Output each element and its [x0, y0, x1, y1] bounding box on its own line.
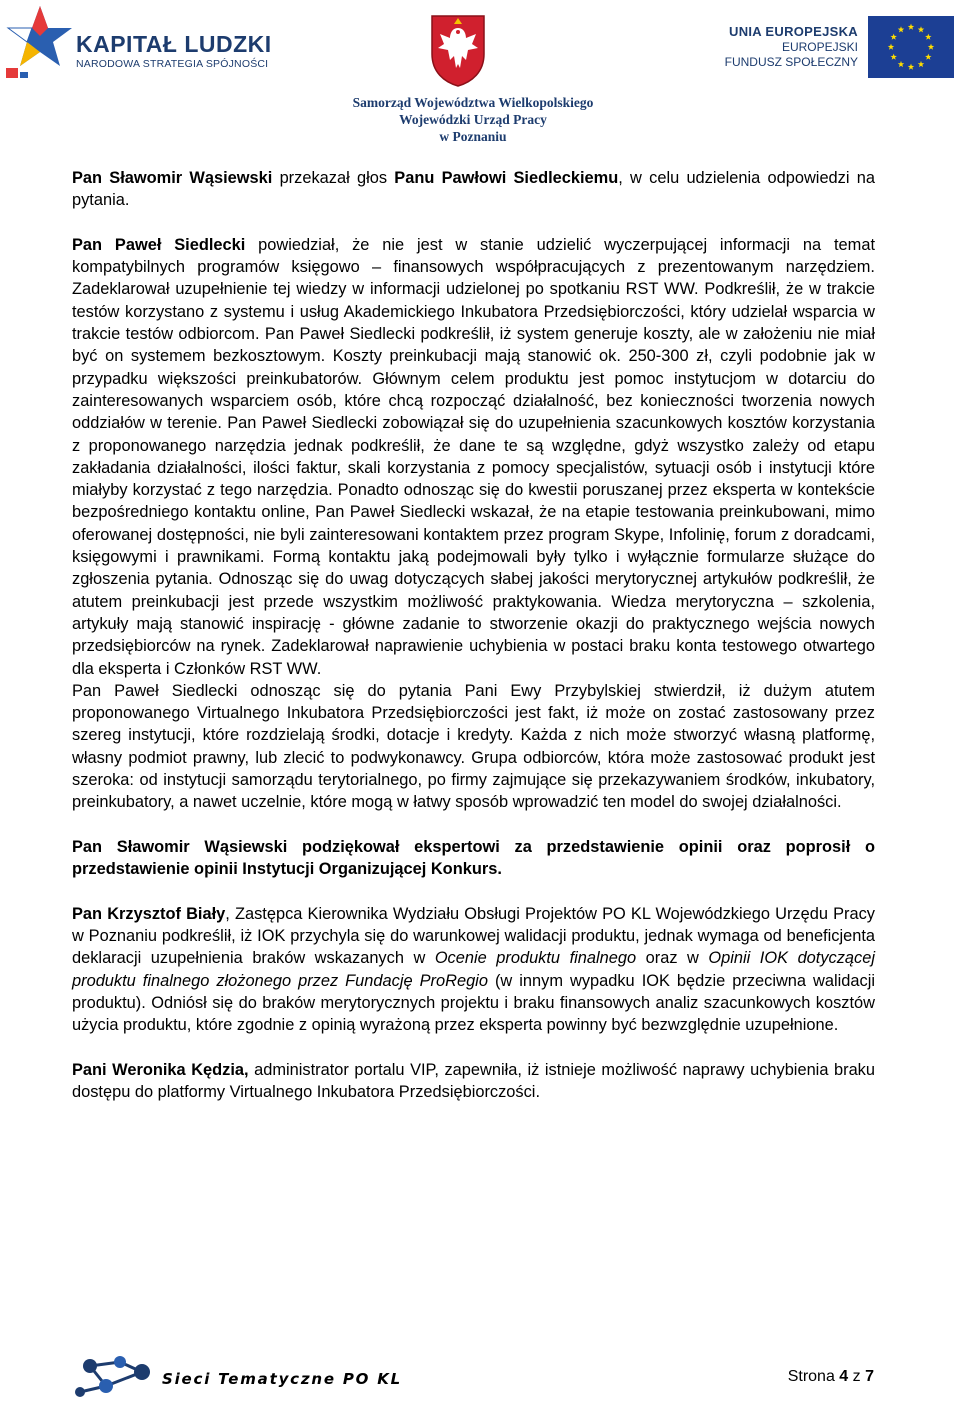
- eu-flag-icon: [868, 16, 954, 78]
- page-number: [788, 1368, 874, 1386]
- text-run: , Zastępca Kierownika Wydziału Obsługi Projektów PO KL Wojewódzkiego Urzędu Pracy w Poznaniu podkreślił, iż IOK przychyla się do warunkowej walidacji produktu, jednak wymaga od beneficjenta deklaracji uzupełnienia braków wskazanych w: [72, 904, 875, 968]
- text-run: Pan Sławomir Wąsiewski podziękował ekspertowi za przedstawienie opinii oraz poprosił o przedstawienie opinii Instytucji Organizującej Konkurs.: [72, 837, 875, 879]
- kapital-ludzki-star-icon: [4, 2, 76, 82]
- footer-title: Sieci Tematyczne PO KL: [162, 1370, 402, 1388]
- text-run: Pan Paweł Siedlecki odnosząc się do pytania Pani Ewy Przybylskiej stwierdził, iż dużym atutem proponowanego Virtualnego Inkubatora Przedsiębiorczości jest fakt, iż może on zostać zastosowany przez szereg instytucji, które rozdzielają środki, dotacje i kredyty. Każda z nich może stworzyć własną platformę, własny podmiot prawny, lub zlecić to podwykonawcy. Grupa odbiorców, która może zastosować produkt jest szeroka: od instytucji samorządu terytorialnego, po firmy zajmujące się przekazywaniem środków, inkubatory, preinkubatory, a nawet uczelnie, które mogą w łatwy sposób wprowadzić ten model do swojej działalności.: [72, 681, 875, 812]
- page-prefix: Strona: [787, 1368, 840, 1385]
- institution-name: [300, 94, 646, 145]
- text-run: oraz w: [636, 949, 709, 968]
- eu-line-1: UNIA EUROPEJSKA: [729, 24, 858, 39]
- kapital-ludzki-logo: [4, 2, 274, 82]
- page-separator: z: [848, 1368, 866, 1385]
- text-run: , w celu udzielenia odpowiedzi na pytania.: [72, 169, 875, 210]
- text-run: Opinii IOK dotyczącej produktu finalnego złożonego przez Fundację ProRegio: [72, 949, 876, 990]
- text-run: Pan Paweł Siedlecki: [72, 235, 246, 254]
- kapital-ludzki-subtitle: NARODOWA STRATEGIA SPÓJNOŚCI: [76, 58, 269, 70]
- text-run: przekazał głos: [272, 169, 395, 187]
- document-body: [72, 167, 875, 1103]
- wielkopolska-crest-icon: [428, 10, 488, 88]
- text-run: Pan Sławomir Wąsiewski: [72, 169, 273, 187]
- eu-logo-text: [725, 24, 858, 70]
- eu-line-2: EUROPEJSKI: [781, 40, 858, 54]
- kapital-ludzki-title: KAPITAŁ LUDZKI: [76, 31, 272, 57]
- paragraph-2: [72, 234, 875, 680]
- paragraph-6: [72, 1059, 875, 1104]
- page-total: 7: [865, 1368, 874, 1385]
- text-run: Pan Krzysztof Biały: [72, 904, 226, 923]
- institution-line-1: Samorząd Województwa Wielkopolskiego: [352, 95, 594, 110]
- text-run: administrator portalu VIP, zapewniła, iż istnieje możliwość naprawy uchybienia braku dostępu do platformy Virtualnego Inkubatora Przedsiębiorczości.: [72, 1060, 875, 1102]
- paragraph-3: [72, 680, 875, 814]
- sieci-tematyczne-network-icon: [70, 1352, 160, 1402]
- page-current: 4: [839, 1368, 849, 1385]
- eu-line-3: FUNDUSZ SPOŁECZNY: [724, 55, 858, 69]
- text-run: Panu Pawłowi Siedleckiemu: [394, 169, 619, 187]
- text-run: Ocenie produktu finalnego: [434, 949, 637, 968]
- paragraph-5: [72, 903, 875, 1037]
- text-run: Pani Weronika Kędzia,: [72, 1060, 249, 1079]
- text-run: (w innym wypadku IOK będzie przeciwna walidacji produktu). Odniósł się do braków merytorycznych projektu i braku finansowych analiz szacunkowych kosztów użycia produktu, które zgodnie z opinią wyrażoną przez eksperta powinny być bezwzględnie uzupełnione.: [72, 971, 875, 1035]
- paragraph-1: [72, 167, 875, 212]
- text-run: powiedział, że nie jest w stanie udzielić wyczerpującej informacji na temat kompatybilnych programów księgowo – finansowych współpracujących z prezentowanym narzędziem. Zadeklarował uzupełnienie tej wiedzy w informacji udzielonej po spotkaniu RST WW. Podkreślił, że w trakcie testów korzystano z systemu i usług Akademickiego Inkubatora Przedsiębiorczości, który udzielał wsparcia w trakcie testów odbiorcom. Pan Paweł Siedlecki podkreślił, iż system generuje koszty, ale w założeniu nie miał być on systemem bezkosztowym. Koszty preinkubacji mają stanowić ok. 250-300 zł, czyli podobnie jak w przypadku większości preinkubatorów. Głównym celem produktu jest pomoc instytucjom w dotarciu do zainteresowanych wsparciem osób, które chcą rozpocząć działalność, bez konieczności tworzenia nowych oddziałów w terenie. Pan Paweł Siedlecki zobowiązał się do uzupełnienia szacunkowych kosztów korzystania z proponowanego narzędzia jednak podkreślił, że dane te są względne, gdyż wszystko zależy od etapu zakładania działalności, ilości faktur, skali korzystania z pomocy specjalistów, sytuacji osób i instytucji które miałyby korzystać z tego narzędzia. Ponadto odnosząc się do kwestii poruszanej przez eksperta w kontekście bezpośredniego kontaktu online, Pan Paweł Siedlecki wskazał, że na etapie testowania preinkubowani, mimo oferowanej dostępności, nie byli zainteresowani kontaktem przez program Skype, Infolinię, forum z doradcami, księgowymi i prawnikami. Formą kontaktu jaką podejmowali były tylko i wyłącznie formularze służące do zgłoszenia pytania. Odnosząc się do uwag dotyczących słabej jakości merytorycznej artykułów podkreślił, że atutem preinkubacji jest przede wszystkim możliwość praktykowania. Wiedza merytoryczna – szkolenia, artykuły mają stanowić inspirację - główne zadanie to stworzenie okazji do praktycznego wejścia nowych przedsiębiorców na rynek. Zadeklarował naprawienie uchybienia w postaci braku konta testowego otwartego dla eksperta i Członków RST WW.: [72, 235, 875, 678]
- institution-line-2: Wojewódzki Urząd Pracy: [399, 112, 547, 127]
- page-header: [0, 0, 960, 150]
- institution-line-3: w Poznaniu: [439, 129, 507, 144]
- paragraph-4: [72, 836, 875, 881]
